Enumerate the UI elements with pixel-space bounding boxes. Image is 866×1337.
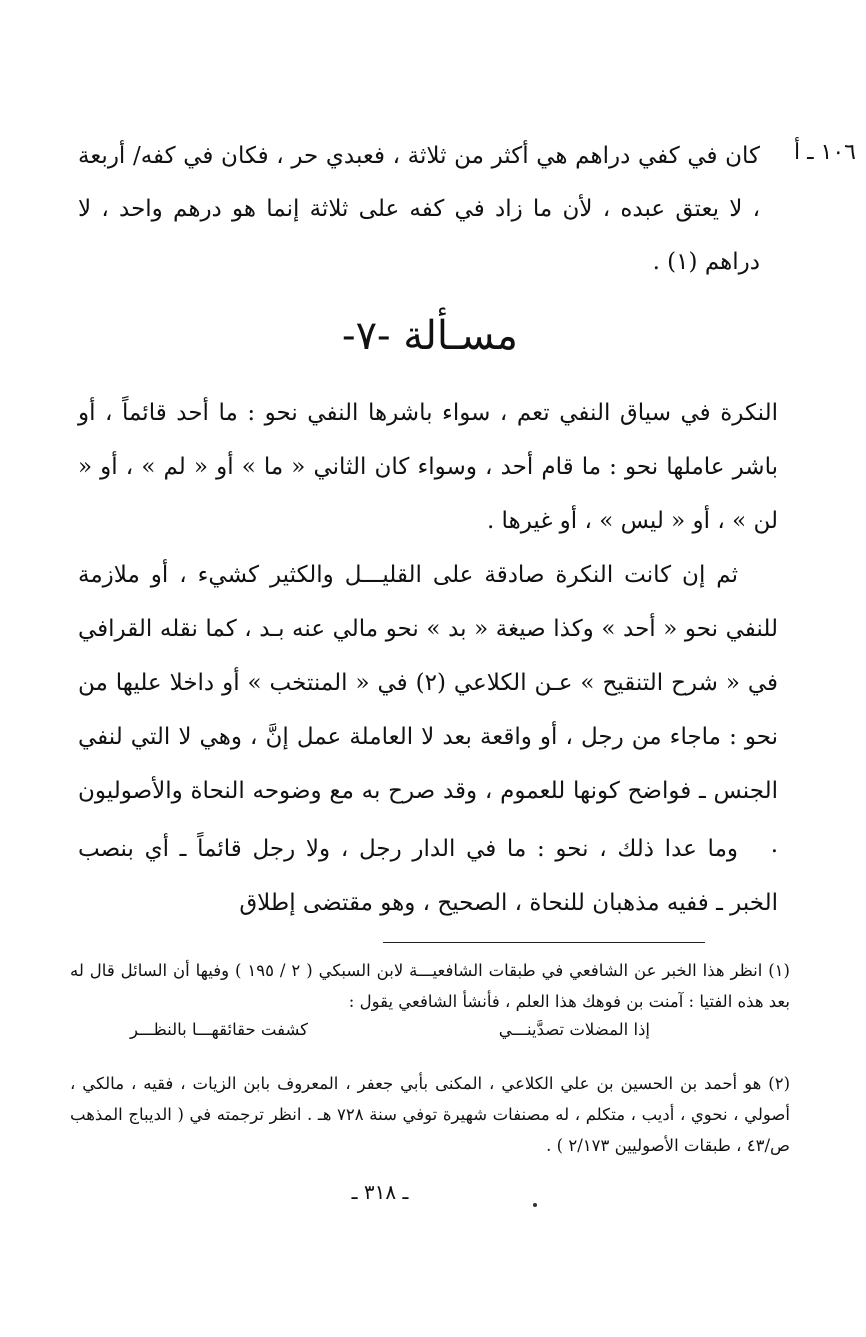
verse-second-hemistich: كشفت حقائقهـــا بالنظـــر <box>130 1020 309 1039</box>
paragraph-3: وما عدا ذلك ، نحو : ما في الدار رجل ، ولا رجل قائماً ـ أي بنصب الخبر ـ ففيه مذهبان للنحاة ، الصحيح ، وهو مقتضى إطلاق <box>78 836 778 916</box>
section-title: مسـألة -٧- <box>342 313 518 359</box>
ink-dot <box>533 1203 537 1207</box>
footnote-divider <box>383 942 705 943</box>
footnote-1: (١) انظر هذا الخبر عن الشافعي في طبقات الشافعيـــة لابن السبكي ( ٢ / ١٩٥ ) وفيها أن السائل قال له بعد هذه الفتيا : آمنت بن فوهك هذا العلم ، فأنشأ الشافعي يقول : <box>70 961 790 1011</box>
paragraph-2: ثم إن كانت النكرة صادقة على القليـــل والكثير كشيء ، أو ملازمة للنفي نحو « أحد » وكذا صيغة « بد » نحو مالي عنه بـد ، كما نقله القرافي في « شرح التنقيح » عـن الكلاعي (٢) في « المنتخب » أو داخلا عليها من نحو : ماجاء من رجل ، أو واقعة بعد لا العاملة عمل إنَّ ، وهي لا التي لنفي الجنس ـ فواضح كونها للعموم ، وقد صرح به مع وضوحه النحاة والأصوليون . <box>78 562 778 858</box>
verse-first-hemistich: إذا المضلات تصدَّينـــي <box>498 1020 650 1039</box>
continued-text: كان في كفي دراهم هي أكثر من ثلاثة ، فعبدي حر ، فكان في كفه/ أربعة ، لا يعتق عبده ، لأن ما زاد في كفه على ثلاثة إنما هو درهم واحد ، لا دراهم (١) . <box>78 143 760 275</box>
footnote-verse <box>130 1020 650 1039</box>
paragraph-1: النكرة في سياق النفي تعم ، سواء باشرها النفي نحو : ما أحد قائماً ، أو باشر عاملها نحو : ما قام أحد ، وسواء كان الثاني « ما » أو « لم » ، أو « لن » ، أو « ليس » ، أو غيرها . <box>78 400 778 534</box>
margin-marker: ١٠٦ ـ أ <box>794 140 856 165</box>
page-number: ـ ٣١٨ ـ <box>351 1180 409 1204</box>
footnote-2: (٢) هو أحمد بن الحسين بن علي الكلاعي ، المكنى بأبي جعفر ، المعروف بابن الزيات ، فقيه ، مالكي ، أصولي ، نحوي ، أديب ، متكلم ، له مصنفات شهيرة توفي سنة ٧٢٨ هـ . انظر ترجمته في ( الديباج المذهب ص/٤٣ ، طبقات الأصوليين ٢/١٧٣ ) . <box>70 1074 790 1155</box>
